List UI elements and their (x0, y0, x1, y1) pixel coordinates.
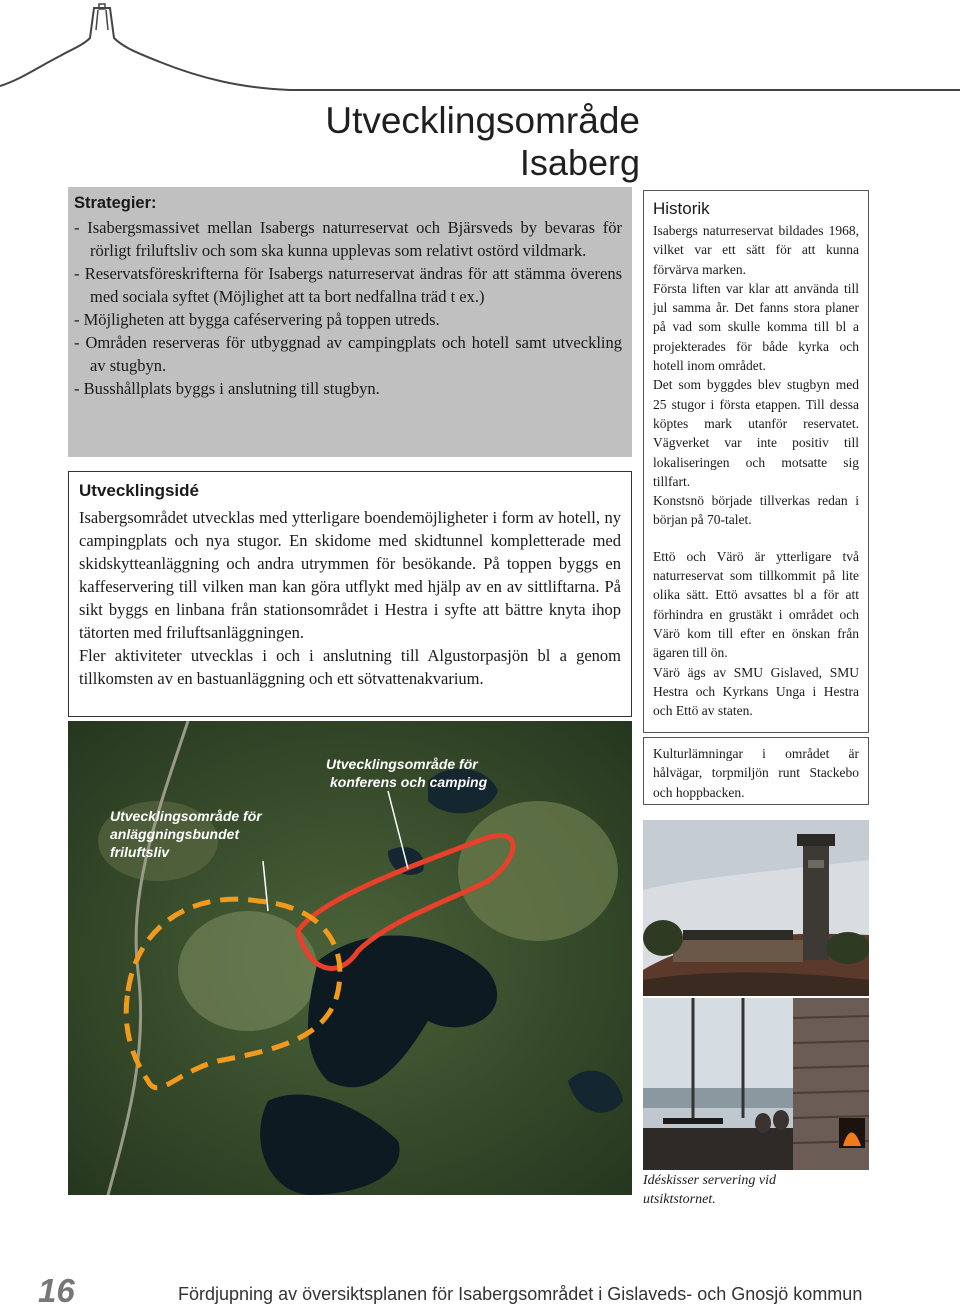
history-paragraph: Isabergs naturreservat bildades 1968, vilket var ett sätt för att kunna förvärva marken. (653, 223, 859, 277)
development-idea-box (68, 471, 632, 717)
map-label-camping-1: Utvecklingsområde för (326, 756, 478, 772)
history-box (643, 190, 869, 733)
history-paragraph: Det som byggdes blev stugbyn med 25 stugor i första etappen. Till dessa köptes mark utanför reservatet. Vägverket var inte positiv till lokaliseringen och motsatte sig tillfart. (653, 377, 859, 489)
strategies-box (68, 187, 632, 457)
map-label-outdoor-2: anläggningsbundet (110, 826, 240, 842)
development-paragraph: Fler aktiviteter utvecklas i och i anslutning till Algustorpasjön bl a genom tillkomsten av en bastuanläggning och ett sötvattenakvarium. (79, 646, 621, 688)
strategy-item: - Områden reserveras för utbyggnad av campingplats och hotell samt utveckling av stugbyn. (74, 333, 622, 375)
cultural-heritage-box (643, 737, 869, 805)
strategy-item: - Isabergsmassivet mellan Isabergs naturreservat och Bjärsveds by bevaras för rörligt friluftsliv och som ska kunna upplevas som relativt ostörd vildmark. (74, 218, 622, 260)
history-paragraph: Ettö och Värö är ytterligare två naturreservat som tillkommit på lite olika sätt. Ettö avsattes bl a för att förhindra en grustäkt i området och Värö kom till efter en önskan från ägaren till ön. (653, 548, 859, 661)
strategies-heading: Strategier: (74, 194, 157, 212)
map-label-outdoor-3: friluftsliv (110, 844, 170, 860)
strategy-item: - Busshållplats byggs i anslutning till stugbyn. (74, 379, 380, 398)
map-label-outdoor-1: Utvecklingsområde för (110, 808, 262, 824)
history-paragraph: Första liften var klar att använda till jul samma år. Det fanns stora planer på vad som skulle komma till bl a projekterades för både kyrka och hotell inom området. (653, 280, 859, 374)
heritage-text: Kulturlämningar i området är hålvägar, torpmiljön runt Stackebo och hoppbacken. (653, 746, 859, 800)
page-number: 16 (38, 1272, 75, 1309)
history-heading: Historik (653, 199, 710, 218)
aerial-map (68, 721, 632, 1195)
tower-silhouette-logo (0, 0, 960, 100)
strategy-item: - Möjligheten att bygga caféservering på toppen utreds. (74, 310, 440, 329)
title-line-2: Isaberg (519, 142, 640, 183)
development-heading: Utvecklingsidé (79, 481, 199, 500)
page-footer: Fördjupning av översiktsplanen för Isabergsområdet i Gislaveds- och Gnosjö kommun (178, 1284, 863, 1304)
map-label-camping-2: konferens och camping (330, 774, 488, 790)
cafe-interior-photo (643, 998, 869, 1170)
history-paragraph: Konstsnö började tillverkas redan i början på 70-talet. (653, 493, 859, 528)
history-paragraph: Värö ägs av SMU Gislaved, SMU Hestra och Kyrkans Unga i Hestra och Ettö av staten. (653, 664, 859, 719)
title-line-1: Utvecklingsområde (325, 100, 640, 141)
strategy-item: - Reservatsföreskrifterna för Isabergs naturreservat ändras för att stämma överens med sociala syftet (Möjlighet att ta bort nedfallna träd t ex.) (74, 264, 622, 306)
tower-photo (643, 820, 869, 996)
development-paragraph: Isabergsområdet utvecklas med ytterligare boendemöjligheter i form av hotell, ny campingplats och nya stugor. En skidome med skidtunnel kompletterade med skidskytteanläggning och andra utrymmen för besökande. På toppen byggs en kaffeservering till vilken man kan göra utflykt med hjälp av en av sittliftarna. På sikt byggs en linbana från stationsområdet i Hestra i syfte att bättre knyta ihop tätorten med friluftsanläggningen. (79, 508, 621, 642)
photo-caption: Idéskisser servering vid utsiktstornet. (643, 1173, 776, 1207)
page-title (240, 100, 640, 184)
